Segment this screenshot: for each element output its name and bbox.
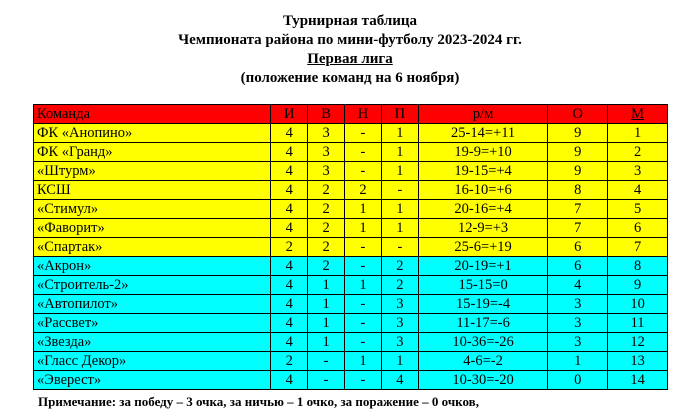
wins-cell: - [308, 352, 345, 371]
wins-cell: - [308, 371, 345, 390]
draws-cell: - [345, 371, 382, 390]
team-cell: ФК «Анопино» [34, 124, 271, 143]
points-cell: 3 [548, 314, 608, 333]
goals-cell: 19-9=+10 [418, 143, 548, 162]
team-cell: «Акрон» [34, 257, 271, 276]
table-row [34, 143, 668, 162]
points-cell: 3 [548, 333, 608, 352]
wins-cell: 3 [308, 143, 345, 162]
table-row [34, 181, 668, 200]
table-row [34, 219, 668, 238]
place-cell: 4 [608, 181, 668, 200]
team-cell: «Строитель-2» [34, 276, 271, 295]
place-cell: 13 [608, 352, 668, 371]
draws-cell: - [345, 143, 382, 162]
losses-cell: 3 [381, 314, 418, 333]
table-row [34, 352, 668, 371]
losses-cell: 1 [381, 219, 418, 238]
points-cell: 0 [548, 371, 608, 390]
wins-cell: 2 [308, 200, 345, 219]
place-cell: 8 [608, 257, 668, 276]
goals-cell: 15-15=0 [418, 276, 548, 295]
draws-cell: - [345, 124, 382, 143]
wins-cell: 1 [308, 276, 345, 295]
wins-cell: 2 [308, 257, 345, 276]
draws-cell: 1 [345, 352, 382, 371]
table-row [34, 200, 668, 219]
draws-cell: 1 [345, 219, 382, 238]
goals-cell: 4-6=-2 [418, 352, 548, 371]
points-cell: 4 [548, 276, 608, 295]
losses-cell: 4 [381, 371, 418, 390]
wins-cell: 1 [308, 333, 345, 352]
championship-subtitle: Чемпионата района по мини-футболу 2023-2024 гг. [178, 32, 522, 48]
points-cell: 9 [548, 124, 608, 143]
column-header-place [608, 105, 668, 124]
place-cell: 14 [608, 371, 668, 390]
games-cell: 4 [271, 143, 308, 162]
games-cell: 4 [271, 162, 308, 181]
team-cell: «Спартак» [34, 238, 271, 257]
goals-cell: 10-30=-20 [418, 371, 548, 390]
goals-cell: 15-19=-4 [418, 295, 548, 314]
wins-cell: 1 [308, 314, 345, 333]
team-cell: «Стимул» [34, 200, 271, 219]
team-cell: «Рассвет» [34, 314, 271, 333]
place-cell: 12 [608, 333, 668, 352]
goals-cell: 20-19=+1 [418, 257, 548, 276]
draws-cell: 1 [345, 276, 382, 295]
column-header-points: О [548, 105, 608, 124]
losses-cell: 3 [381, 295, 418, 314]
goals-cell: 25-6=+19 [418, 238, 548, 257]
team-cell: «Звезда» [34, 333, 271, 352]
wins-cell: 2 [308, 238, 345, 257]
draws-cell: - [345, 162, 382, 181]
games-cell: 4 [271, 371, 308, 390]
goals-cell: 11-17=-6 [418, 314, 548, 333]
losses-cell: 2 [381, 257, 418, 276]
table-row [34, 124, 668, 143]
league-name: Первая лига [307, 51, 393, 67]
points-cell: 1 [548, 352, 608, 371]
table-row [34, 238, 668, 257]
column-header-draws: Н [345, 105, 382, 124]
place-cell: 1 [608, 124, 668, 143]
place-cell: 6 [608, 219, 668, 238]
column-header-place-label: М [631, 105, 645, 122]
place-cell: 5 [608, 200, 668, 219]
losses-cell: 3 [381, 333, 418, 352]
column-header-games: И [271, 105, 308, 124]
footnote: Примечание: за победу – 3 очка, за ничью – 1 очко, за поражение – 0 очков, [38, 394, 479, 409]
points-cell: 3 [548, 295, 608, 314]
team-cell: «Автопилот» [34, 295, 271, 314]
points-cell: 6 [548, 257, 608, 276]
games-cell: 4 [271, 200, 308, 219]
games-cell: 4 [271, 276, 308, 295]
games-cell: 4 [271, 257, 308, 276]
team-cell: КСШ [34, 181, 271, 200]
games-cell: 4 [271, 219, 308, 238]
points-cell: 7 [548, 200, 608, 219]
column-header-goals: р/м [418, 105, 548, 124]
wins-cell: 3 [308, 124, 345, 143]
draws-cell: - [345, 333, 382, 352]
losses-cell: 2 [381, 276, 418, 295]
losses-cell: - [381, 181, 418, 200]
goals-cell: 25-14=+11 [418, 124, 548, 143]
draws-cell: 1 [345, 200, 382, 219]
losses-cell: 1 [381, 352, 418, 371]
table-row [34, 276, 668, 295]
points-cell: 9 [548, 143, 608, 162]
points-cell: 7 [548, 219, 608, 238]
column-header-losses: П [381, 105, 418, 124]
losses-cell: 1 [381, 143, 418, 162]
column-header-wins: В [308, 105, 345, 124]
team-cell: «Эверест» [34, 371, 271, 390]
column-header-team: Команда [34, 105, 271, 124]
draws-cell: - [345, 295, 382, 314]
goals-cell: 19-15=+4 [418, 162, 548, 181]
points-cell: 8 [548, 181, 608, 200]
table-row [34, 371, 668, 390]
draws-cell: - [345, 314, 382, 333]
page-title: Турнирная таблица [282, 13, 418, 29]
wins-cell: 1 [308, 295, 345, 314]
games-cell: 4 [271, 295, 308, 314]
table-header [0, 12, 700, 88]
draws-cell: - [345, 257, 382, 276]
table-row [34, 162, 668, 181]
games-cell: 4 [271, 314, 308, 333]
points-cell: 6 [548, 238, 608, 257]
losses-cell: 1 [381, 124, 418, 143]
place-cell: 2 [608, 143, 668, 162]
team-cell: «Штурм» [34, 162, 271, 181]
wins-cell: 2 [308, 219, 345, 238]
games-cell: 2 [271, 352, 308, 371]
goals-cell: 10-36=-26 [418, 333, 548, 352]
draws-cell: - [345, 238, 382, 257]
place-cell: 9 [608, 276, 668, 295]
losses-cell: - [381, 238, 418, 257]
team-cell: «Гласс Декор» [34, 352, 271, 371]
games-cell: 4 [271, 181, 308, 200]
place-cell: 11 [608, 314, 668, 333]
place-cell: 7 [608, 238, 668, 257]
goals-cell: 16-10=+6 [418, 181, 548, 200]
table-row [34, 257, 668, 276]
wins-cell: 2 [308, 181, 345, 200]
place-cell: 3 [608, 162, 668, 181]
table-row [34, 314, 668, 333]
team-cell: «Фаворит» [34, 219, 271, 238]
team-cell: ФК «Гранд» [34, 143, 271, 162]
points-cell: 9 [548, 162, 608, 181]
games-cell: 4 [271, 124, 308, 143]
goals-cell: 20-16=+4 [418, 200, 548, 219]
wins-cell: 3 [308, 162, 345, 181]
losses-cell: 1 [381, 200, 418, 219]
games-cell: 2 [271, 238, 308, 257]
games-cell: 4 [271, 333, 308, 352]
table-row [34, 295, 668, 314]
draws-cell: 2 [345, 181, 382, 200]
standings-table [33, 104, 668, 390]
standings-status: (положение команд на 6 ноября) [240, 70, 460, 86]
table-row [34, 333, 668, 352]
losses-cell: 1 [381, 162, 418, 181]
place-cell: 10 [608, 295, 668, 314]
table-header-row [34, 105, 668, 124]
goals-cell: 12-9=+3 [418, 219, 548, 238]
